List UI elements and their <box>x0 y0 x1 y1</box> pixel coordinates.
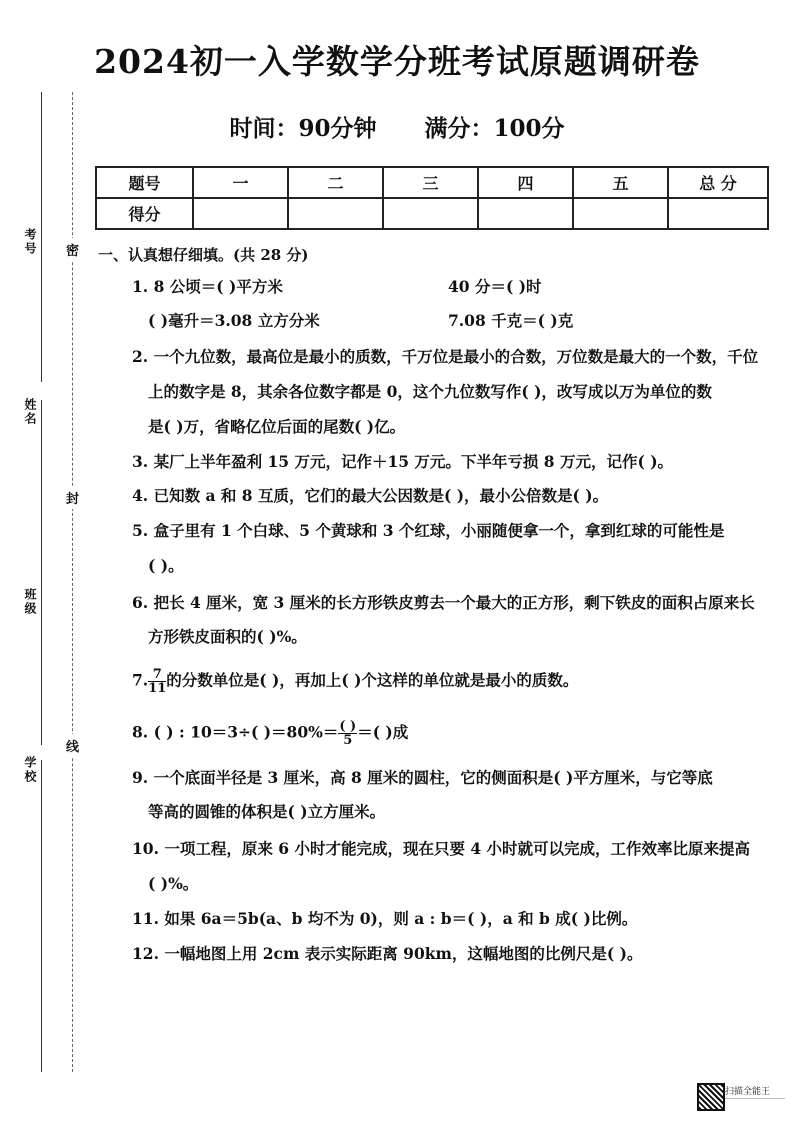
question-8 <box>132 720 408 747</box>
fraction-7-11 <box>148 668 166 695</box>
question-7-text: 的分数单位是( )，再加上( )个这样的单位就是最小的质数。 <box>166 670 579 690</box>
binding-label-class: 班级 <box>23 588 37 616</box>
question-6-line-1: 6. 把长 4 厘米，宽 3 厘米的长方形铁皮剪去一个最大的正方形，剩下铁皮的面积占原来长 <box>132 593 755 612</box>
section-heading: 一、认真想仔细填。(共 28 分) <box>98 246 309 264</box>
seal-char-xian: 线 <box>66 734 79 757</box>
question-7-number: 7. <box>132 670 149 690</box>
binding-line-3 <box>41 760 42 1072</box>
question-10-line-2: ( )%。 <box>148 874 199 893</box>
question-3: 3. 某厂上半年盈利 15 万元，记作＋15 万元。下半年亏损 8 万元，记作( )。 <box>132 452 674 471</box>
exam-full-score: 满分：100分 <box>424 115 565 142</box>
question-6-line-2: 方形铁皮面积的( )%。 <box>148 627 307 646</box>
exam-time: 时间：90分钟 <box>229 115 377 142</box>
qr-code-icon <box>697 1083 725 1111</box>
question-9-line-1: 9. 一个底面半径是 3 厘米，高 8 厘米的圆柱，它的侧面积是( )平方厘米，与它等底 <box>132 768 713 787</box>
binding-label-exam-no: 考号 <box>23 228 37 256</box>
seal-char-mi: 密 <box>66 238 79 261</box>
score-cell-header: 二 <box>288 167 383 198</box>
score-cell-header: 四 <box>478 167 573 198</box>
fraction-blank-over-5 <box>338 720 357 747</box>
scanner-brand-underline <box>725 1098 785 1105</box>
question-2-line-2: 上的数字是 8，其余各位数字都是 0，这个九位数写作( )，改写成以万为单位的数 <box>148 382 712 401</box>
question-9-line-2: 等高的圆锥的体积是( )立方厘米。 <box>148 802 386 821</box>
score-cell-header: 三 <box>383 167 478 198</box>
question-1a: 1. 8 公顷＝( )平方米 <box>132 277 283 296</box>
exam-info <box>0 110 794 143</box>
score-cell-header: 五 <box>573 167 668 198</box>
score-table-score-row <box>96 198 768 229</box>
score-entry-cell[interactable] <box>383 198 478 229</box>
fraction-numerator: 7 <box>148 668 166 682</box>
score-entry-cell[interactable] <box>193 198 288 229</box>
binding-line-2 <box>41 400 42 745</box>
question-8-text-b: ＝( )成 <box>357 722 409 742</box>
score-table-header-row <box>96 167 768 198</box>
score-cell-header: 总 分 <box>668 167 768 198</box>
score-table <box>95 166 769 230</box>
question-2-line-3: 是( )万，省略亿位后面的尾数( )亿。 <box>148 417 406 436</box>
question-1b: 40 分＝( )时 <box>448 277 542 296</box>
fraction-denominator: 5 <box>343 733 353 748</box>
score-entry-cell[interactable] <box>668 198 768 229</box>
scanner-brand: 扫描全能王 <box>725 1087 771 1097</box>
binding-label-name: 姓名 <box>23 398 37 426</box>
question-5-line-1: 5. 盒子里有 1 个白球、5 个黄球和 3 个红球，小丽随便拿一个，拿到红球的可能性是 <box>132 521 725 540</box>
question-2-line-1: 2. 一个九位数，最高位是最小的质数，千万位是最小的合数，万位数是最大的一个数，千位 <box>132 347 759 366</box>
score-entry-cell[interactable] <box>288 198 383 229</box>
score-cell-header: 一 <box>193 167 288 198</box>
score-entry-cell[interactable] <box>573 198 668 229</box>
fraction-numerator: ( ) <box>339 719 357 734</box>
seal-char-feng: 封 <box>66 486 79 509</box>
question-1d: 7.08 千克＝( )克 <box>448 311 574 330</box>
question-5-line-2: ( )。 <box>148 556 184 575</box>
question-4: 4. 已知数 a 和 8 互质，它们的最大公因数是( )，最小公倍数是( )。 <box>132 486 609 505</box>
score-cell-header: 题号 <box>96 167 193 198</box>
binding-line-1 <box>41 92 42 382</box>
score-entry-cell[interactable] <box>478 198 573 229</box>
score-row-label: 得分 <box>96 198 193 229</box>
question-10-line-1: 10. 一项工程，原来 6 小时才能完成，现在只要 4 小时就可以完成，工作效率比原来提高 <box>132 839 751 858</box>
question-7 <box>132 668 578 695</box>
binding-label-school: 学校 <box>23 756 37 784</box>
page-title: 2024初一入学数学分班考试原题调研卷 <box>94 42 700 81</box>
question-11: 11. 如果 6a＝5b(a、b 均不为 0)，则 a : b＝( )，a 和 b 成( )比例。 <box>132 909 638 928</box>
question-1c: ( )毫升＝3.08 立方分米 <box>148 311 320 330</box>
fraction-denominator: 11 <box>148 681 167 696</box>
question-8-text-a: 8. ( ) : 10＝3÷( )＝80%＝ <box>132 722 339 742</box>
question-12: 12. 一幅地图上用 2cm 表示实际距离 90km，这幅地图的比例尺是( )。 <box>132 944 643 963</box>
